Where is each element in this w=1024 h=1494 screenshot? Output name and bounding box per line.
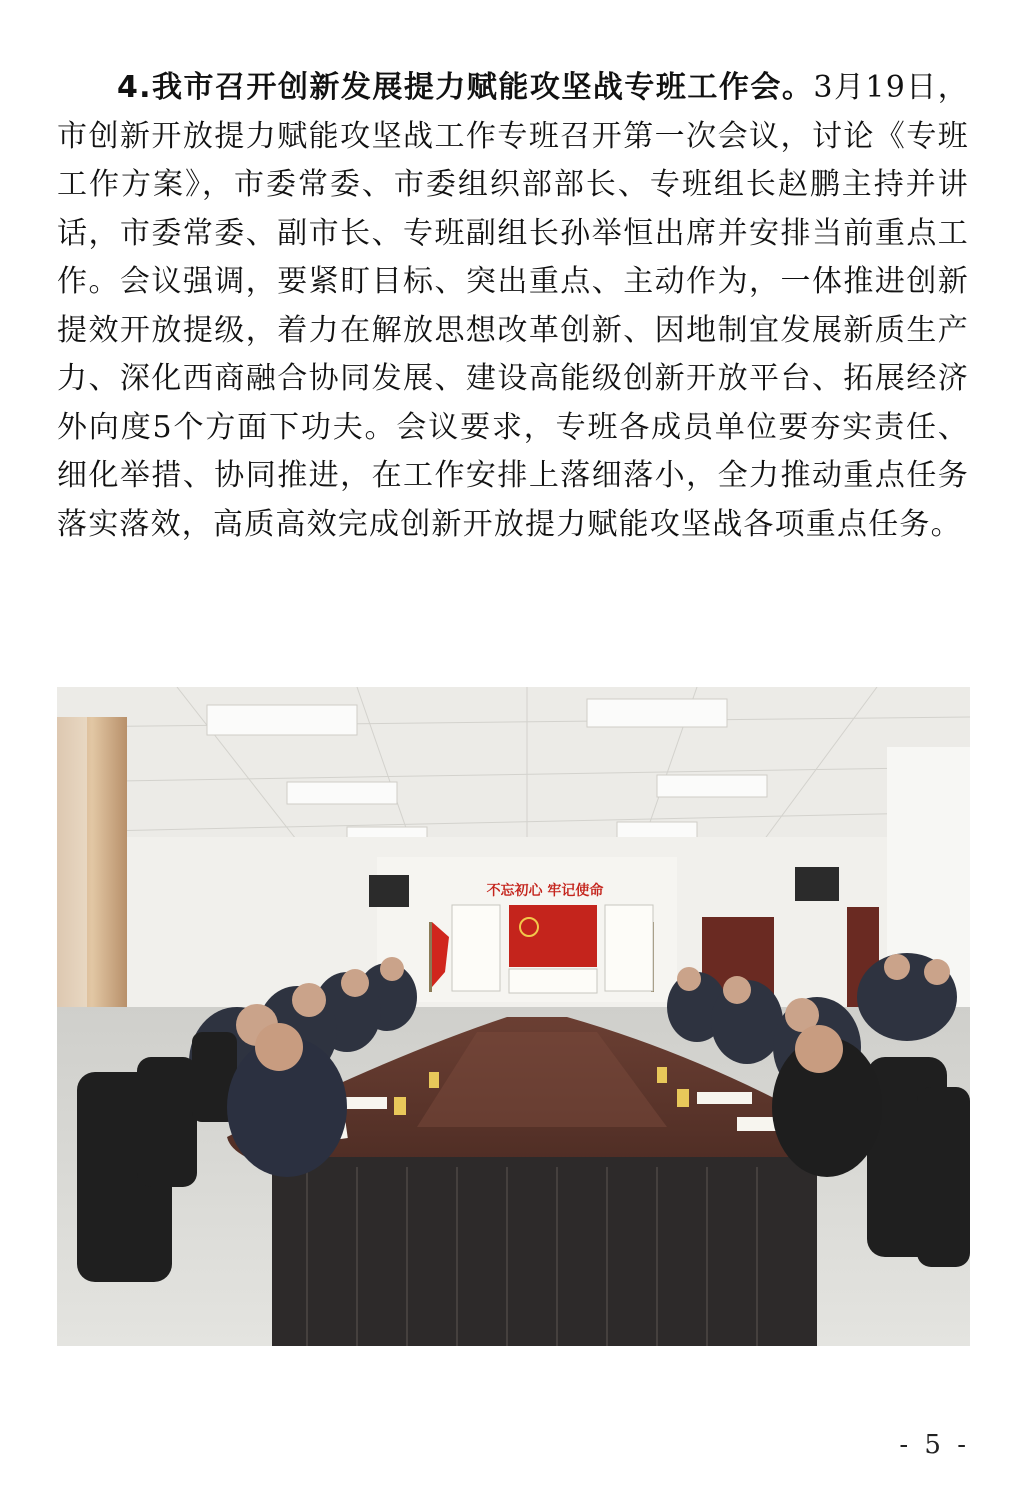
article-body: 3月19日，市创新开放提力赋能攻坚战工作专班召开第一次会议，讨论《专班工作方案》，市委常委、市委组织部部长、专班组长赵鹏主持并讲话，市委常委、副市长、专班副组长孙举恒出席并安排当前重点工作。会议强调，要紧盯目标、突出重点、主动作为，一体推进创新提效开放提级，着力在解放思想改革创新、因地制宜发展新质生产力、深化西商融合协同发展、建设高能级创新开放平台、拓展经济外向度5个方面下功夫。会议要求，专班各成员单位要夯实责任、细化举措、协同推进，在工作安排上落细落小，全力推动重点任务落实落效，高质高效完成创新开放提力赋能攻坚战各项重点任务。 <box>57 70 969 542</box>
wall-slogan: 不忘初心 牢记使命 <box>486 883 604 899</box>
article-paragraph <box>57 64 969 549</box>
article-heading: 4.我市召开创新发展提力赋能攻坚战专班工作会。 <box>117 70 814 105</box>
page-number: - 5 - <box>899 1430 970 1460</box>
meeting-photo <box>57 687 970 1346</box>
